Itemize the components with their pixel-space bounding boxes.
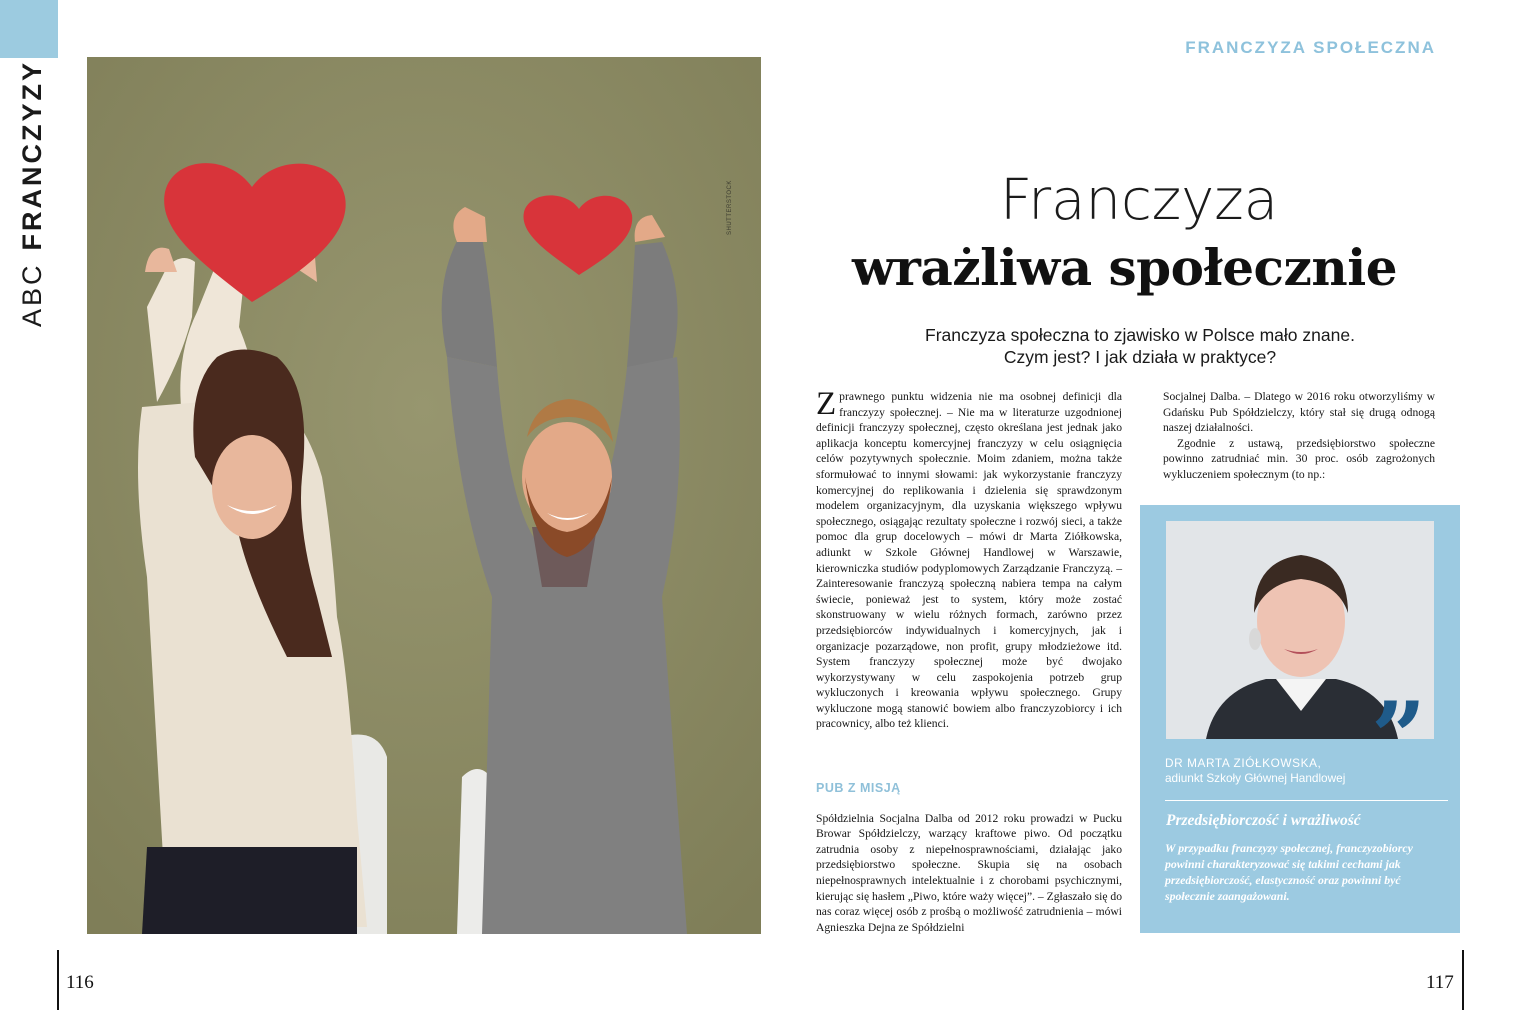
- article-subhead: PUB Z MISJĄ: [816, 781, 901, 795]
- sidebar-person-name: DR MARTA ZIÓŁKOWSKA,: [1165, 756, 1322, 770]
- page-rule-right: [1462, 950, 1464, 1010]
- main-photo: [87, 57, 761, 934]
- section-label: [12, 60, 52, 340]
- page-number-left: 116: [66, 972, 94, 993]
- section-color-tab: [0, 0, 58, 58]
- sidebar-heading: Przedsiębiorczość i wrażliwość: [1166, 812, 1361, 829]
- title-line-2: wrażliwa społecznie: [852, 238, 1398, 297]
- dropcap: Z: [816, 386, 837, 422]
- article-column-1-continued: [816, 799, 1122, 947]
- title-line-1: Franczyza: [1000, 168, 1279, 233]
- section-label-light: ABC: [16, 262, 47, 328]
- page-number-right: 117: [1426, 972, 1454, 993]
- column-2-paragraph-2: Zgodnie z ustawą, przedsiębiorstwo społeczne powinno zatrudniać min. 30 proc. osób zagrożonych wykluczeniem społecznym (to np.:: [1163, 436, 1435, 481]
- article-lead: [880, 324, 1400, 368]
- photo-credit: SHUTTERSTOCK: [727, 180, 733, 235]
- sidebar-person-role: adiunkt Szkoły Głównej Handlowej: [1165, 771, 1346, 785]
- article-column-2: [1163, 389, 1435, 483]
- quote-mark-icon: ”: [1371, 681, 1419, 794]
- column-2-paragraph-1: Socjalnej Dalba. – Dlatego w 2016 roku otworzyliśmy w Gdańsku Pub Spółdzielczy, który stał się drugą odnogą naszej działalności.: [1163, 390, 1435, 435]
- column-1-paragraph: prawnego punktu widzenia nie ma osobnej definicji dla franczyzy społecznej. – Nie ma w literaturze uzgodnionej definicji franczyzy społecznej, często określana jest jednak jako aplikacja konceptu komercyjnej franczyzy w celu osiągnięcia celów pozytywnych społecznie. Moim zdaniem, można także sformułować to innymi słowami: jak wykorzystanie franczyzy komercyjnej do replikowania i dzielenia się sprawdzonym modelem organizacyjnym, dla uzyskania większego wpływu społecznego, osiągając rezultaty społeczne i rozwój sieci, a także pomoc dla grup docelowych – mówi dr Marta Ziółkowska, adiunkt w Szkole Głównej Handlowej w Warszawie, kierowniczka studiów podyplomowych Zarządzanie Franczyzą. – Zainteresowanie franczyzą społeczną nabiera tempa na całym świecie, ponieważ jest to system, który może zostać skonstruowany w wielu różnych formach, zarówno przez przedsiębiorców indywidualnych i komercyjnych, jak i organizacje pozarządowe, non profit, grupy młodzieżowe itd. System franczyzy społecznej może być dwojako wykorzystywany w celu zaspokojenia potrzeb grup wykluczonych i kreowania wpływu społecznego. Grupy wykluczone mogą stanowić bowiem albo franczyzobiorcy i ich pracownicy, albo też klienci.: [816, 390, 1122, 731]
- page-rule-left: [57, 950, 59, 1010]
- lead-line-2: Czym jest? I jak działa w praktyce?: [1003, 347, 1277, 367]
- section-label-bold: FRANCZYZY: [16, 60, 47, 251]
- sidebar-text: W przypadku franczyzy społecznej, franczyzobiorcy powinni charakteryzować się takimi cechami jak przedsiębiorczość, elastyczność oraz powinni być społecznie zaangażowani.: [1165, 841, 1413, 903]
- column-1-paragraph-2: Spółdzielnia Socjalna Dalba od 2012 roku prowadzi w Pucku Browar Spółdzielczy, warzący kraftowe piwo. Od początku zatrudnia osoby z niepełnosprawnościami, działając jako przedsiębiorstwo społeczne. Skupia się na osobach niepełnosprawnych intelektualnie i z chorobami psychicznymi, kierując się hasłem „Piwo, które waży więcej”. – Zgłaszało się do nas coraz więcej osób z prośbą o możliwość zatrudnienia – mówi Agnieszka Dejna ze Spółdzielni: [816, 811, 1122, 934]
- sidebar-divider: [1165, 800, 1448, 801]
- article-column-1: [816, 386, 1122, 732]
- lead-line-1: Franczyza społeczna to zjawisko w Polsce mało znane.: [925, 325, 1355, 345]
- running-head: FRANCZYZA SPOŁECZNA: [1185, 38, 1436, 57]
